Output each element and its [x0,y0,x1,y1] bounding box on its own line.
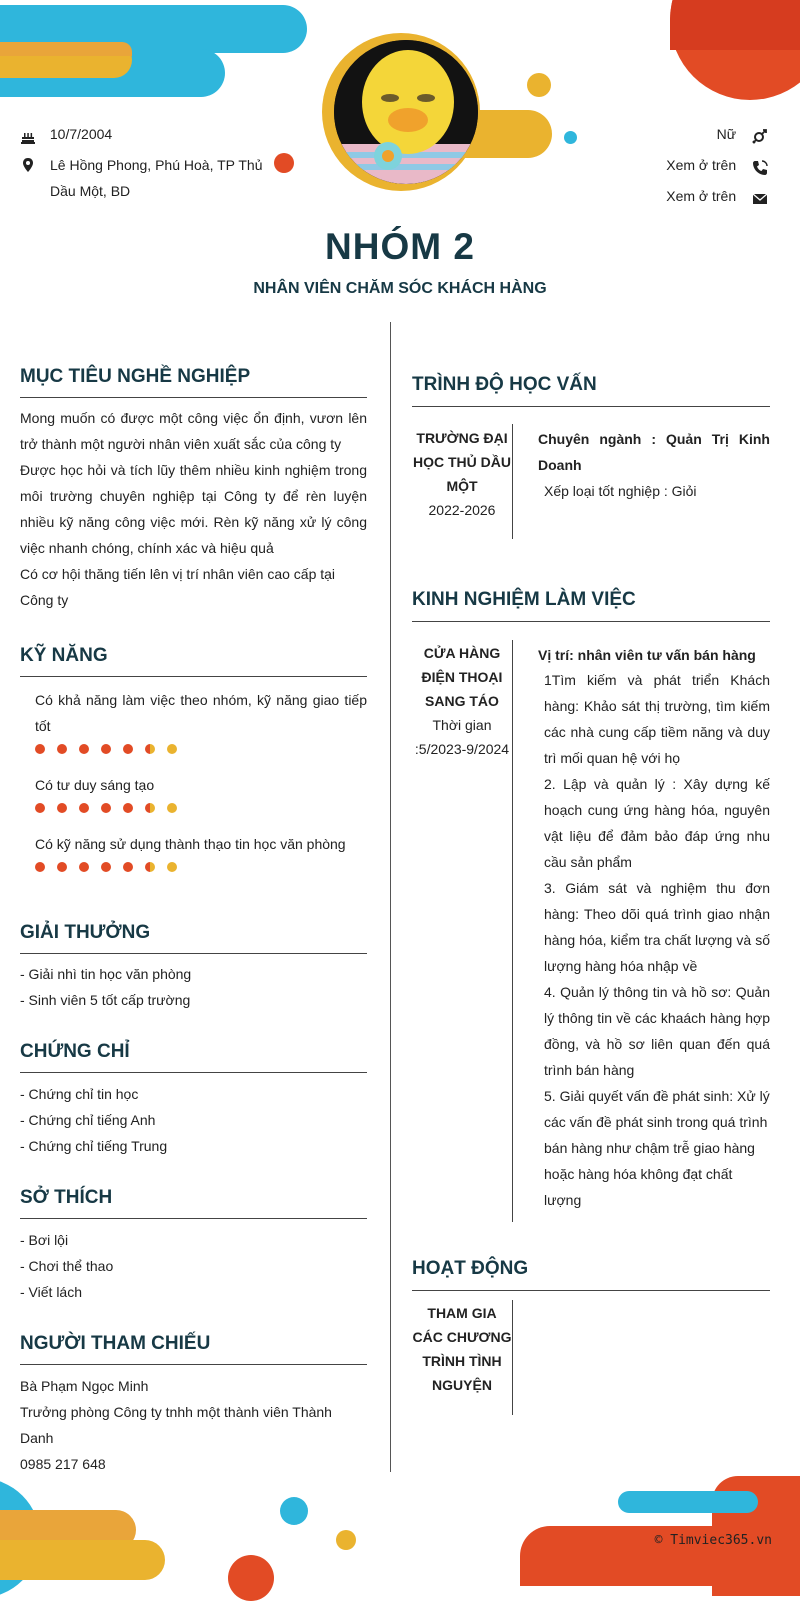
objective-title: MỤC TIÊU NGHỀ NGHIỆP [20,366,251,387]
list-item: - Giải nhì tin học văn phòng [20,966,192,982]
activities-vline [512,1300,513,1415]
skills-rule [20,676,367,677]
gender-text: Nữ [716,126,737,142]
references-title: NGƯỜI THAM CHIẾU [20,1333,211,1354]
rating-dot [145,803,155,813]
education-major: Chuyên ngành : Quản Trị Kinh Doanh [538,431,770,473]
activities-rule [412,1290,770,1291]
gender-row [717,121,768,147]
education-school-block [412,426,512,522]
rating-dot [123,862,133,872]
certificates-rule [20,1072,367,1073]
rating-dot [145,862,155,872]
school-years: 2022-2026 [428,502,496,518]
references-list [20,1373,367,1477]
experience-company-block [412,641,512,761]
position-title: Vị trí: nhân viên tư vấn bán hàng [538,647,756,663]
duties-list [544,667,770,1213]
education-rule [412,406,770,407]
rating-dot [35,803,45,813]
hobbies-list [20,1227,367,1305]
experience-title: KINH NGHIỆM LÀM VIỆC [412,589,636,610]
birthday-row [20,121,112,147]
decor-bottom-right-cyan [618,1491,758,1513]
rating-dot [57,744,67,754]
location-pin-icon [20,157,36,173]
objective-p2: Được học hỏi và tích lũy thêm nhiều kinh nghiệm trong môi trường chuyên nghiệp tại Công ty để rèn luyện nhiều kỹ năng công việc mới. Rèn kỹ năng xử lý công việc nhanh chóng, chính xác và hiệu quả [20,462,367,556]
list-item: - Chứng chỉ tiếng Trung [20,1138,168,1154]
objective-rule [20,397,367,398]
certificates-title: CHỨNG CHỈ [20,1041,130,1062]
birthday-text: 10/7/2004 [49,126,113,142]
decor-bottom-left-yellow-2 [0,1540,165,1580]
education-title: TRÌNH ĐỘ HỌC VẤN [412,374,597,395]
list-item: - Chơi thể thao [20,1258,114,1274]
avatar [334,40,478,184]
decor-top-right-red-dark [670,0,800,50]
rating-dot [101,862,111,872]
rating-dot [35,862,45,872]
rating-dot [123,744,133,754]
column-divider [390,322,391,1472]
duty-item: 5. Giải quyết vấn đề phát sinh: Xử lý các vấn đề phát sinh trong quá trình bán hàng như chậm trễ giao hàng hoặc hàng hóa không đạt chất lượng [544,1088,770,1208]
rating-dot [79,744,89,754]
decor-dot-red [274,153,294,173]
gender-icon [752,127,768,143]
decor-bottom-dot-yellow [336,1530,356,1550]
awards-title: GIẢI THƯỞNG [20,922,151,943]
list-item: - Chứng chỉ tin học [20,1086,139,1102]
work-period: Thời gian :5/2023-9/2024 [414,717,510,757]
hobbies-rule [20,1218,367,1219]
certificates-list [20,1081,367,1159]
list-item: Trưởng phòng Công ty tnhh một thành viên Thành Danh [20,1404,332,1446]
rating-dot [57,862,67,872]
duty-item: 2. Lập và quản lý : Xây dựng kế hoạch cung ứng hàng hóa, nguyên vật liệu để đảm bảo đáp ứng nhu cầu sản phẩm [544,776,770,870]
rating-dot [145,744,155,754]
skill-label: Có khả năng làm việc theo nhóm, kỹ năng giao tiếp tốt [35,692,367,734]
list-item: - Sinh viên 5 tốt cấp trường [20,992,191,1008]
education-grade: Xếp loại tốt nghiệp : Giỏi [544,483,697,499]
skill-rating [35,744,195,756]
references-rule [20,1364,367,1365]
rating-dot [57,803,67,813]
address-text: Lê Hồng Phong, Phú Hoà, TP Thủ Dầu Một, BD [50,157,263,199]
mail-icon [752,189,768,205]
experience-vline [512,640,513,1222]
skill-rating [35,803,195,815]
awards-list [20,961,367,1013]
candidate-name: NHÓM 2 [325,226,475,267]
list-item: - Bơi lội [20,1232,69,1248]
rating-dot [101,744,111,754]
awards-rule [20,953,367,954]
skill-label: Có tư duy sáng tạo [35,777,155,793]
rating-dot [79,803,89,813]
hobbies-title: SỞ THÍCH [20,1187,113,1208]
school-name: TRƯỜNG ĐẠI HỌC THỦ DẦU MỘT [413,430,511,494]
activity-item: THAM GIA CÁC CHƯƠNG TRÌNH TÌNH NGUYỆN [412,1305,512,1393]
objective-text [20,405,367,613]
phone-icon [752,158,768,174]
education-vline [512,424,513,539]
list-item: - Chứng chỉ tiếng Anh [20,1112,156,1128]
decor-dot-yellow [527,73,551,97]
skills-title: KỸ NĂNG [20,645,108,666]
duty-item: 4. Quản lý thông tin và hồ sơ: Quản lý thông tin về các khaách hàng hợp đồng, và hồ sơ liên quan đến quá trình bán hàng [544,984,770,1078]
email-text: Xem ở trên [666,188,737,204]
rating-dot [167,862,177,872]
activities-title: HOẠT ĐỘNG [412,1258,529,1279]
list-item: 0985 217 648 [20,1456,106,1472]
rating-dot [167,803,177,813]
skill-rating [35,862,195,874]
rating-dot [167,744,177,754]
phone-text: Xem ở trên [666,157,737,173]
objective-p3: Có cơ hội thăng tiến lên vị trí nhân viên cao cấp tại Công ty [20,566,336,608]
skill-label: Có kỹ năng sử dụng thành thạo tin học văn phòng [35,836,346,852]
objective-p1: Mong muốn có được một công việc ổn định, vươn lên trở thành một người nhân viên xuất sắc của công ty [20,410,367,452]
watermark: © Timviec365.vn [654,1533,772,1548]
duty-item: 1Tìm kiếm và phát triển Khách hàng: Khảo sát thị trường, tìm kiếm các nhà cung cấp tiềm năng và duy trì mối quan hệ với họ [544,672,770,766]
list-item: Bà Phạm Ngọc Minh [20,1378,149,1394]
duty-item: 3. Giám sát và nghiệm thu đơn hàng: Theo dõi quá trình giao nhận hàng hóa, kiểm tra chất lượng và số lượng hàng hóa nhập về [544,880,770,974]
experience-rule [412,621,770,622]
rating-dot [79,862,89,872]
phone-row [666,152,768,178]
job-title: NHÂN VIÊN CHĂM SÓC KHÁCH HÀNG [253,280,547,297]
cake-icon [20,127,36,143]
company-name: CỬA HÀNG ĐIỆN THOẠI SANG TÁO [421,645,503,709]
rating-dot [123,803,133,813]
list-item: - Viết lách [20,1284,82,1300]
decor-dot-cyan [564,131,577,144]
rating-dot [101,803,111,813]
decor-bottom-dot-red [228,1555,274,1601]
decor-bottom-dot-cyan [280,1497,308,1525]
rating-dot [35,744,45,754]
decor-top-left-orange-strip [0,42,132,56]
email-row [666,183,768,209]
